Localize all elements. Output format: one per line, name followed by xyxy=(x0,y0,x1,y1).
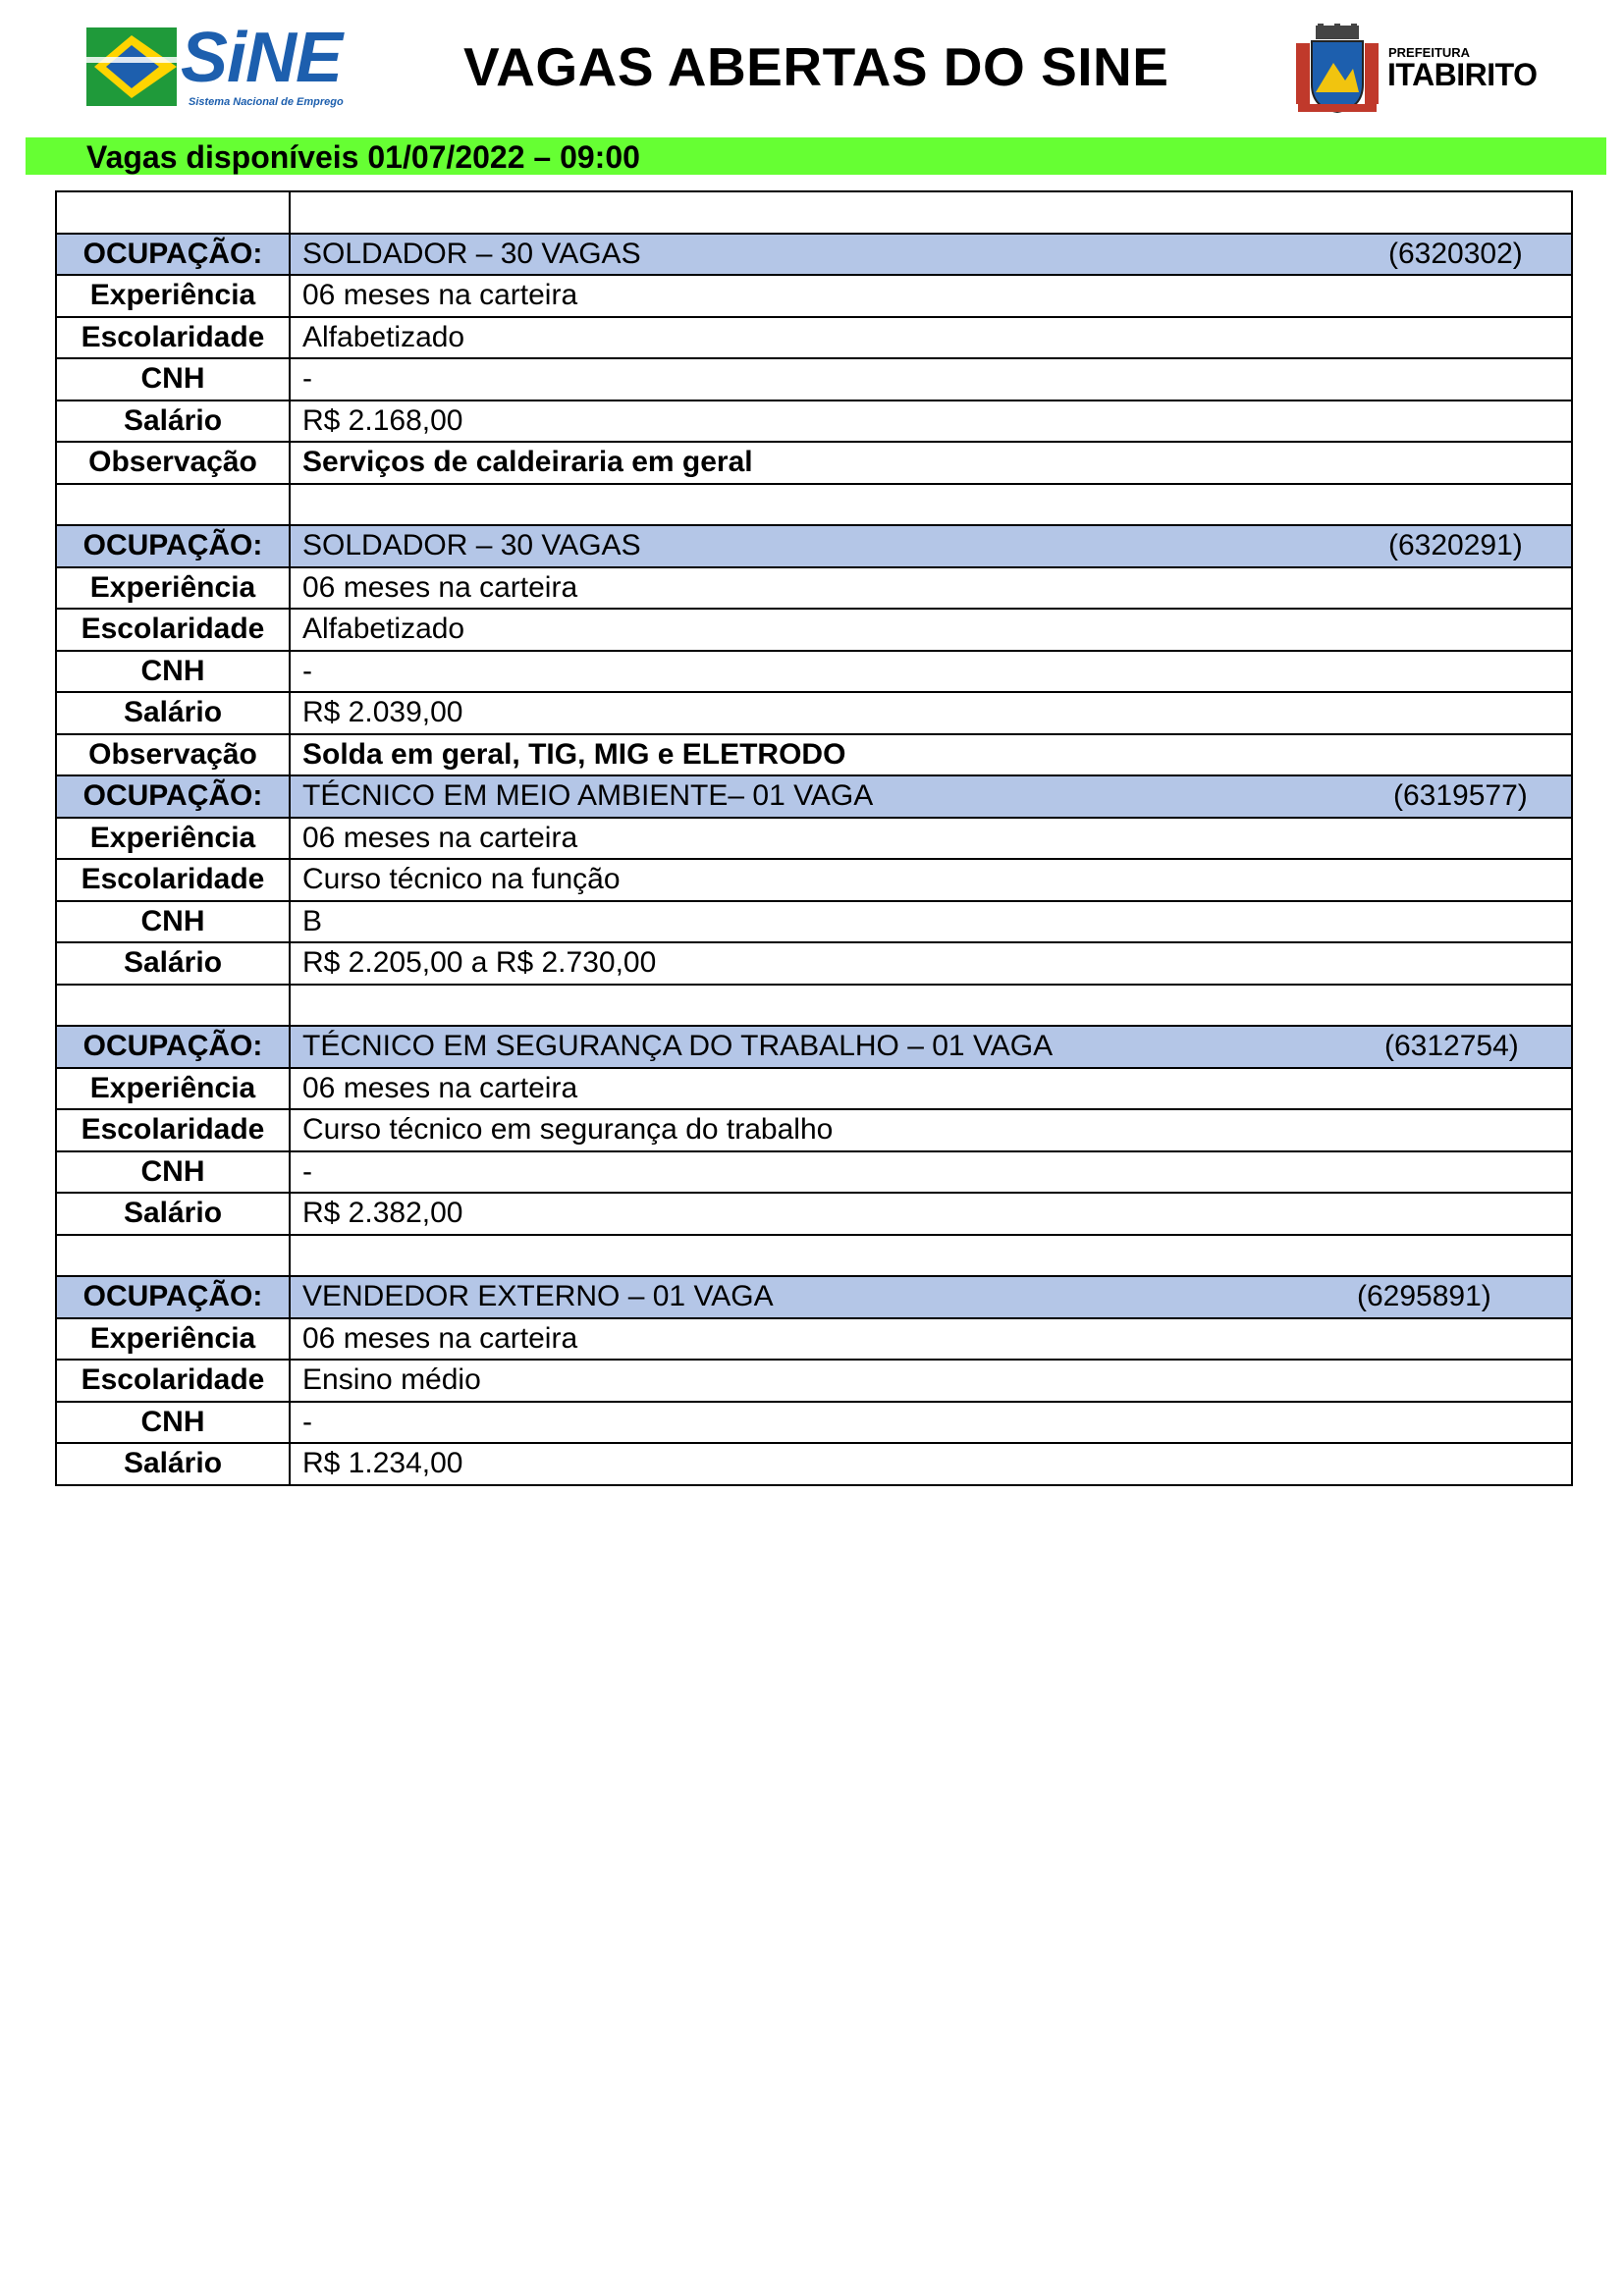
sine-subtitle: Sistema Nacional de Emprego xyxy=(189,96,344,108)
cnh-label: CNH xyxy=(56,358,290,400)
cnh-value: - xyxy=(290,1402,1572,1444)
spacer-row xyxy=(56,484,1572,526)
page-title: VAGAS ABERTAS DO SINE xyxy=(463,36,1169,97)
experience-label: Experiência xyxy=(56,1318,290,1361)
occupation-title: TÉCNICO EM SEGURANÇA DO TRABALHO – 01 VAGA xyxy=(302,1030,1054,1063)
table-row xyxy=(56,1318,1572,1361)
table-row xyxy=(56,1443,1572,1485)
cnh-value: - xyxy=(290,651,1572,693)
observation-value: Serviços de caldeiraria em geral xyxy=(290,442,1572,484)
occupation-title: VENDEDOR EXTERNO – 01 VAGA xyxy=(302,1280,774,1313)
education-value: Curso técnico na função xyxy=(290,859,1572,901)
cnh-label: CNH xyxy=(56,1151,290,1194)
spacer-row xyxy=(56,191,1572,234)
table-row xyxy=(56,609,1572,651)
experience-value: 06 meses na carteira xyxy=(290,567,1572,610)
salary-label: Salário xyxy=(56,1443,290,1485)
prefeitura-logo xyxy=(1294,24,1538,114)
salary-label: Salário xyxy=(56,692,290,734)
experience-label: Experiência xyxy=(56,275,290,317)
cnh-value: B xyxy=(290,901,1572,943)
observation-value: Solda em geral, TIG, MIG e ELETRODO xyxy=(290,734,1572,776)
occupation-row xyxy=(56,234,1572,276)
salary-label: Salário xyxy=(56,400,290,443)
cnh-label: CNH xyxy=(56,651,290,693)
municipal-crest-icon xyxy=(1294,24,1380,114)
salary-value: R$ 2.382,00 xyxy=(290,1193,1572,1235)
prefeitura-label: PREFEITURA xyxy=(1388,45,1471,60)
table-row xyxy=(56,1402,1572,1444)
salary-value: R$ 2.205,00 a R$ 2.730,00 xyxy=(290,942,1572,985)
cnh-label: CNH xyxy=(56,1402,290,1444)
cnh-value: - xyxy=(290,1151,1572,1194)
table-row xyxy=(56,275,1572,317)
occupation-row xyxy=(56,775,1572,818)
salary-value: R$ 2.039,00 xyxy=(290,692,1572,734)
education-value: Curso técnico em segurança do trabalho xyxy=(290,1109,1572,1151)
brazil-flag-logo-icon xyxy=(86,27,177,106)
education-label: Escolaridade xyxy=(56,1360,290,1402)
page-header xyxy=(0,0,1624,137)
experience-value: 06 meses na carteira xyxy=(290,818,1572,860)
job-code: (6295891) xyxy=(1357,1280,1491,1313)
occupation-row xyxy=(56,525,1572,567)
job-code: (6312754) xyxy=(1384,1030,1519,1063)
salary-value: R$ 1.234,00 xyxy=(290,1443,1572,1485)
table-row xyxy=(56,1068,1572,1110)
table-row xyxy=(56,859,1572,901)
occupation-label: OCUPAÇÃO: xyxy=(56,234,290,276)
cnh-value: - xyxy=(290,358,1572,400)
table-row xyxy=(56,1360,1572,1402)
occupation-row xyxy=(56,1026,1572,1068)
education-label: Escolaridade xyxy=(56,317,290,359)
table-row xyxy=(56,1151,1572,1194)
spacer-row xyxy=(56,1235,1572,1277)
sine-wordmark: SiNE xyxy=(181,19,343,97)
experience-label: Experiência xyxy=(56,567,290,610)
table-row xyxy=(56,651,1572,693)
table-row xyxy=(56,400,1572,443)
salary-value: R$ 2.168,00 xyxy=(290,400,1572,443)
experience-value: 06 meses na carteira xyxy=(290,275,1572,317)
table-row xyxy=(56,734,1572,776)
occupation-title: TÉCNICO EM MEIO AMBIENTE– 01 VAGA xyxy=(302,779,874,813)
table-row xyxy=(56,692,1572,734)
table-row xyxy=(56,942,1572,985)
education-value: Alfabetizado xyxy=(290,317,1572,359)
table-row xyxy=(56,1109,1572,1151)
table-row xyxy=(56,358,1572,400)
jobs-table xyxy=(55,190,1573,1486)
job-code: (6320291) xyxy=(1388,529,1523,562)
table-row xyxy=(56,567,1572,610)
education-value: Alfabetizado xyxy=(290,609,1572,651)
education-label: Escolaridade xyxy=(56,859,290,901)
education-value: Ensino médio xyxy=(290,1360,1572,1402)
sine-logo xyxy=(86,19,361,114)
education-label: Escolaridade xyxy=(56,1109,290,1151)
availability-banner xyxy=(26,137,1606,175)
education-label: Escolaridade xyxy=(56,609,290,651)
occupation-label: OCUPAÇÃO: xyxy=(56,775,290,818)
cnh-label: CNH xyxy=(56,901,290,943)
occupation-row xyxy=(56,1276,1572,1318)
occupation-label: OCUPAÇÃO: xyxy=(56,1276,290,1318)
job-code: (6320302) xyxy=(1388,237,1523,270)
job-code: (6319577) xyxy=(1393,779,1528,813)
occupation-label: OCUPAÇÃO: xyxy=(56,1026,290,1068)
table-row xyxy=(56,901,1572,943)
experience-value: 06 meses na carteira xyxy=(290,1318,1572,1361)
city-name: ITABIRITO xyxy=(1387,57,1538,92)
salary-label: Salário xyxy=(56,942,290,985)
observation-label: Observação xyxy=(56,734,290,776)
spacer-row xyxy=(56,985,1572,1027)
salary-label: Salário xyxy=(56,1193,290,1235)
observation-label: Observação xyxy=(56,442,290,484)
table-row xyxy=(56,1193,1572,1235)
table-row xyxy=(56,442,1572,484)
experience-label: Experiência xyxy=(56,1068,290,1110)
experience-label: Experiência xyxy=(56,818,290,860)
occupation-label: OCUPAÇÃO: xyxy=(56,525,290,567)
banner-text: Vagas disponíveis 01/07/2022 – 09:00 xyxy=(86,139,640,175)
occupation-title: SOLDADOR – 30 VAGAS xyxy=(302,237,641,270)
table-row xyxy=(56,317,1572,359)
experience-value: 06 meses na carteira xyxy=(290,1068,1572,1110)
occupation-title: SOLDADOR – 30 VAGAS xyxy=(302,529,641,562)
table-row xyxy=(56,818,1572,860)
